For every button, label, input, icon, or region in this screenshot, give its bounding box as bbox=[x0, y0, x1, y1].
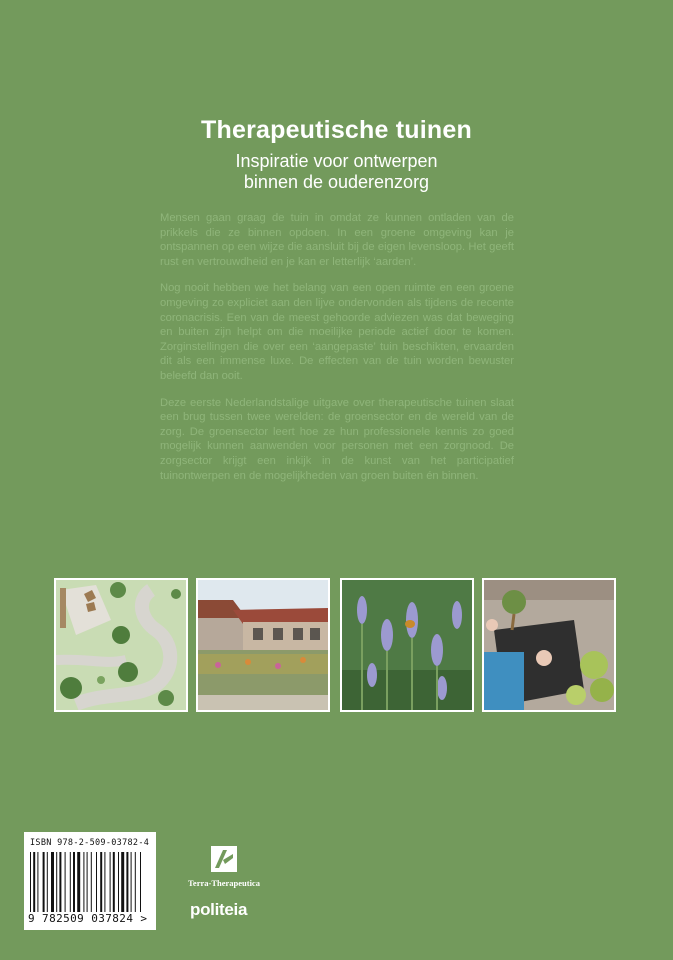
subtitle-line-2: binnen de ouderenzorg bbox=[243, 172, 430, 192]
blurb-paragraph-1: Mensen gaan graag de tuin in omdat ze kunnen ontladen van de prikkels die ze binnen opdoen. In een groene omgeving kan je ontspannen op een wijze die aansluit bij de eigen levensloop. Het geeft rust en vertrouwdheid en je kan er letterlijk ‘aarden’. bbox=[160, 212, 514, 268]
subtitle-line-1: Inspiratie voor ontwerpen bbox=[235, 151, 438, 171]
isbn-label: ISBN 978-2-509-03782-4 bbox=[30, 838, 150, 848]
terra-therapeutica-name: Terra-Therapeutica bbox=[188, 878, 260, 888]
barcode-bars bbox=[30, 852, 150, 912]
photo-planting bbox=[482, 578, 616, 712]
care-home-garden-illustration bbox=[198, 580, 328, 710]
isbn-barcode bbox=[24, 832, 156, 930]
photo-care-home-garden bbox=[196, 578, 330, 712]
lavender-illustration bbox=[342, 580, 472, 710]
terra-therapeutica-logo bbox=[174, 844, 274, 888]
blurb-paragraph-3: Deze eerste Nederlandstalige uitgave over therapeutische tuinen slaat een brug tussen twee werelden: de groensector en de wereld van de zorg. De groensector leert hoe ze hun professionele kennis zo goed mogelijk kunnen aanwenden voor personen met een zorgnood. De zorgsector krijgt een inkijk in de kunst van het participatief tuinontwerpen en de mogelijkheden van groen buiten én binnen. bbox=[160, 396, 514, 482]
blurb-paragraph-2: Nog nooit hebben we het belang van een open ruimte en een groene omgeving zo expliciet aan den lijve ondervonden als tijdens de recente coronacrisis. Een van de meest gehoorde adviezen was dat beweging en buiten zijn helpt om die moeilijke periode actief door te komen. Zorginstellingen die over een ‘aangepaste’ tuin beschikten, ervaarden dit als een immense luxe. De effecten van de tuin worden bewuster beleefd dan ooit. bbox=[160, 282, 514, 382]
photo-strip bbox=[54, 578, 614, 712]
blurb-text bbox=[160, 211, 514, 495]
planting-illustration bbox=[484, 580, 614, 710]
book-subtitle bbox=[0, 151, 673, 193]
photo-lavender bbox=[340, 578, 474, 712]
ean-number: 9 782509 037824 > bbox=[28, 912, 148, 925]
book-title: Therapeutische tuinen bbox=[201, 116, 472, 144]
garden-plan-illustration bbox=[56, 580, 186, 710]
politeia-logo: politeia bbox=[190, 900, 248, 919]
terra-therapeutica-icon bbox=[209, 844, 239, 874]
photo-garden-plan bbox=[54, 578, 188, 712]
